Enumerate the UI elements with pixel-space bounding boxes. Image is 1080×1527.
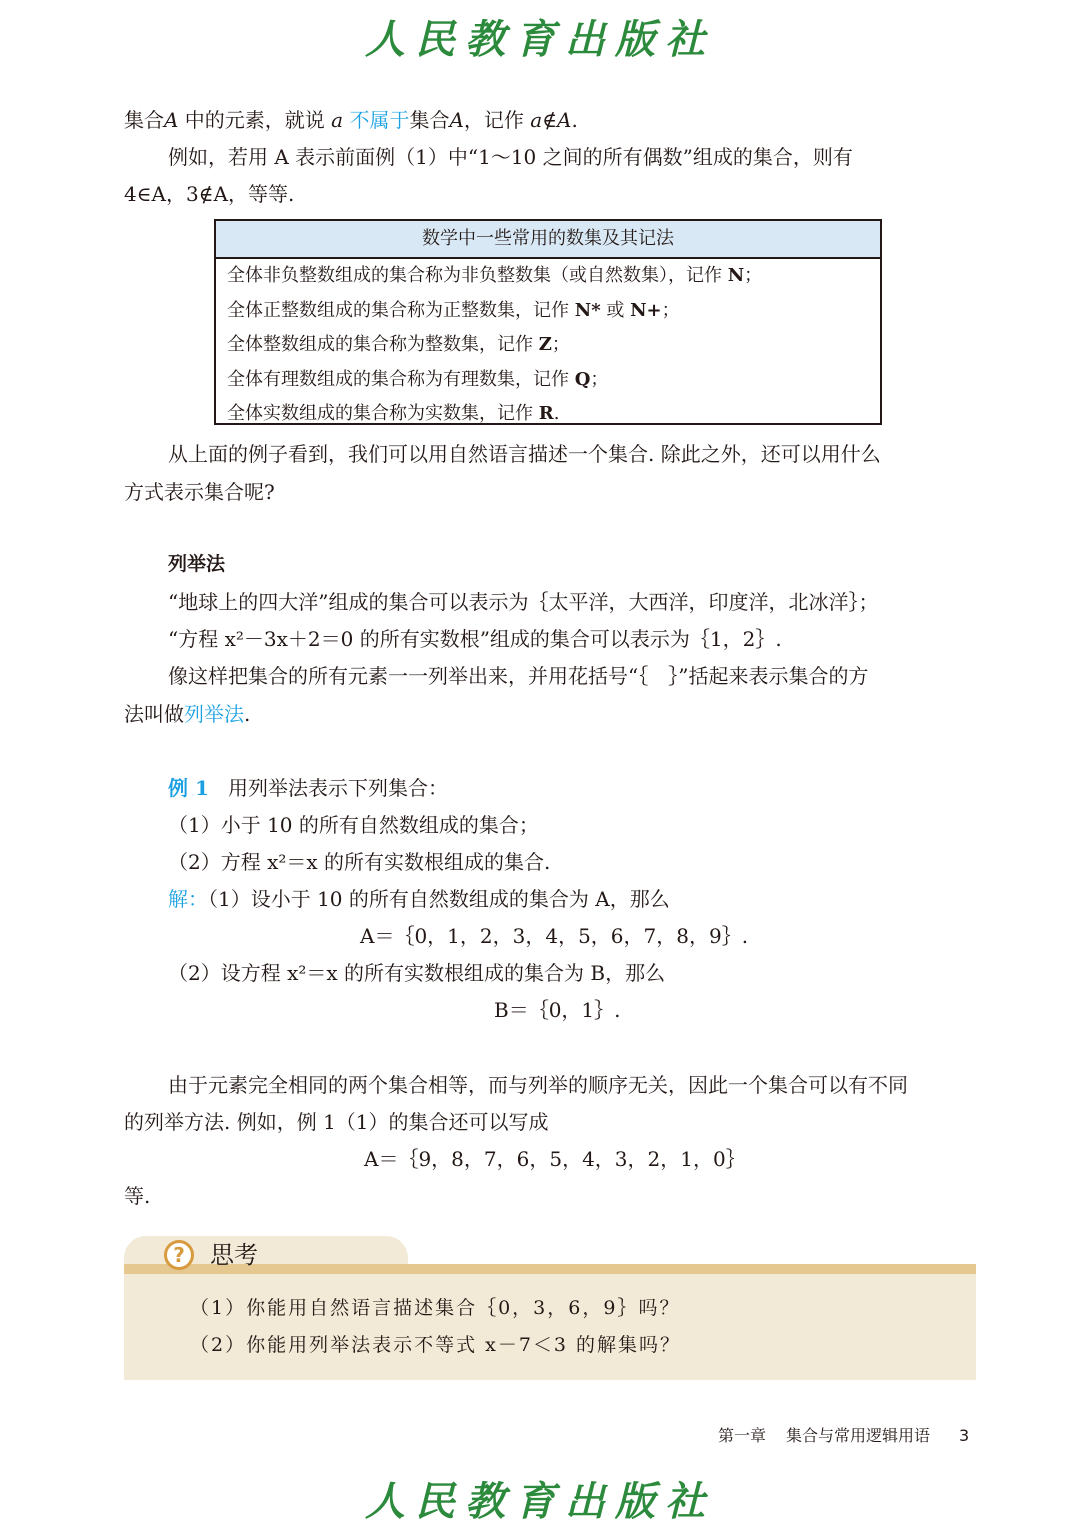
example-item-1: （1）小于 10 的所有自然数组成的集合；: [168, 813, 539, 837]
para1-line: [124, 102, 578, 138]
solution-text: （1）设小于 10 的所有自然数组成的集合为 A，那么: [208, 887, 670, 911]
table-title: 数学中一些常用的数集及其记法: [216, 221, 880, 259]
row-end: ；: [590, 368, 609, 390]
text: 法叫做: [124, 702, 184, 726]
set-symbol: N+: [630, 299, 662, 321]
row-end: ；: [551, 334, 570, 355]
example-header: [168, 770, 448, 806]
table-row: [216, 328, 880, 363]
set-symbol: N*: [574, 299, 601, 321]
para3-line2: 方式表示集合呢?: [124, 480, 275, 504]
solution-line-2: （2）设方程 x²＝x 的所有实数根组成的集合为 B，那么: [168, 961, 666, 985]
text: .: [244, 702, 251, 726]
row-end: ；: [661, 299, 680, 321]
think-question-2: （2）你能用列举法表示不等式 x－7＜3 的解集吗？: [190, 1334, 682, 1356]
para2-line2: 4∈A，3∉A，等等.: [124, 182, 295, 206]
text: 中的元素，就说: [178, 108, 332, 132]
example-label: 例 1: [168, 776, 209, 800]
question-icon: ?: [164, 1240, 194, 1270]
number-sets-table: [214, 219, 882, 425]
think-title: 思考: [210, 1241, 258, 1269]
row-mid: 或: [600, 299, 631, 321]
example-prompt: 用列举法表示下列集合：: [227, 776, 448, 800]
row-text: 全体有理数组成的集合称为有理数集，记作: [227, 368, 575, 390]
math-var: A: [449, 108, 464, 132]
math-var: a: [331, 108, 344, 132]
para3-line1: 从上面的例子看到，我们可以用自然语言描述一个集合. 除此之外，还可以用什么: [168, 442, 881, 466]
text: 集合: [409, 108, 450, 132]
row-text: 全体正整数组成的集合称为正整数集，记作: [227, 299, 575, 321]
para4-line1: “地球上的四大洋”组成的集合可以表示为｛太平洋，大西洋，印度洋，北冰洋｝；: [168, 590, 879, 614]
row-text: 全体实数组成的集合称为实数集，记作: [227, 403, 539, 424]
para5-line2: [124, 696, 250, 732]
example-item-2: （2）方程 x²＝x 的所有实数根组成的集合.: [168, 850, 551, 874]
footer-chapter: 第一章: [718, 1426, 767, 1445]
section-heading: 列举法: [168, 553, 226, 575]
text: 集合: [124, 108, 164, 132]
publisher-logo-bottom: 人民教育出版社: [365, 1478, 715, 1525]
para6-line3: 等.: [124, 1184, 151, 1208]
math-var: A: [164, 108, 179, 132]
table-row: [216, 363, 880, 398]
page-number: 3: [959, 1426, 970, 1445]
table-row: [216, 294, 880, 329]
set-symbol: Q: [574, 368, 591, 390]
para2-line1: 例如，若用 A 表示前面例（1）中“1～10 之间的所有偶数”组成的集合，则有: [168, 145, 853, 169]
row-text: 全体非负整数组成的集合称为非负整数集（或自然数集），记作: [227, 265, 728, 286]
math-notin: a∉A: [530, 108, 572, 132]
para6-equation: A＝｛9，8，7，6，5，4，3，2，1，0｝: [364, 1147, 746, 1171]
row-end: .: [553, 403, 560, 424]
solution-equation-1: A＝｛0，1，2，3，4，5，6，7，8，9｝.: [360, 924, 749, 948]
para4-line2: “方程 x²－3x＋2＝0 的所有实数根”组成的集合可以表示为｛1，2｝.: [168, 627, 782, 651]
para5-line1: 像这样把集合的所有元素一一列举出来，并用花括号“｛ ｝”括起来表示集合的方: [168, 664, 869, 688]
table-row: [216, 259, 880, 294]
set-symbol: R: [538, 403, 554, 424]
solution-equation-2: B＝｛0，1｝.: [494, 998, 621, 1022]
solution-line-1: [168, 881, 670, 917]
publisher-logo-top: 人民教育出版社: [365, 16, 715, 63]
keyword-not-belong: 不属于: [343, 108, 410, 132]
text: .: [571, 108, 578, 132]
para6-line1: 由于元素完全相同的两个集合相等，而与列举的顺序无关，因此一个集合可以有不同: [168, 1073, 908, 1097]
text: ，记作: [463, 108, 531, 132]
row-end: ；: [744, 265, 763, 286]
set-symbol: N: [727, 265, 745, 286]
think-question-1: （1）你能用自然语言描述集合｛0，3，6，9｝吗？: [190, 1297, 681, 1319]
para6-line2: 的列举方法. 例如，例 1（1）的集合还可以写成: [124, 1110, 549, 1134]
keyword-listing-method: 列举法: [184, 702, 244, 726]
footer-chapter-title: 集合与常用逻辑用语: [786, 1426, 931, 1445]
table-row: [216, 397, 880, 432]
row-text: 全体整数组成的集合称为整数集，记作: [227, 334, 539, 355]
solution-label: 解：: [168, 887, 208, 911]
set-symbol: Z: [538, 334, 552, 355]
